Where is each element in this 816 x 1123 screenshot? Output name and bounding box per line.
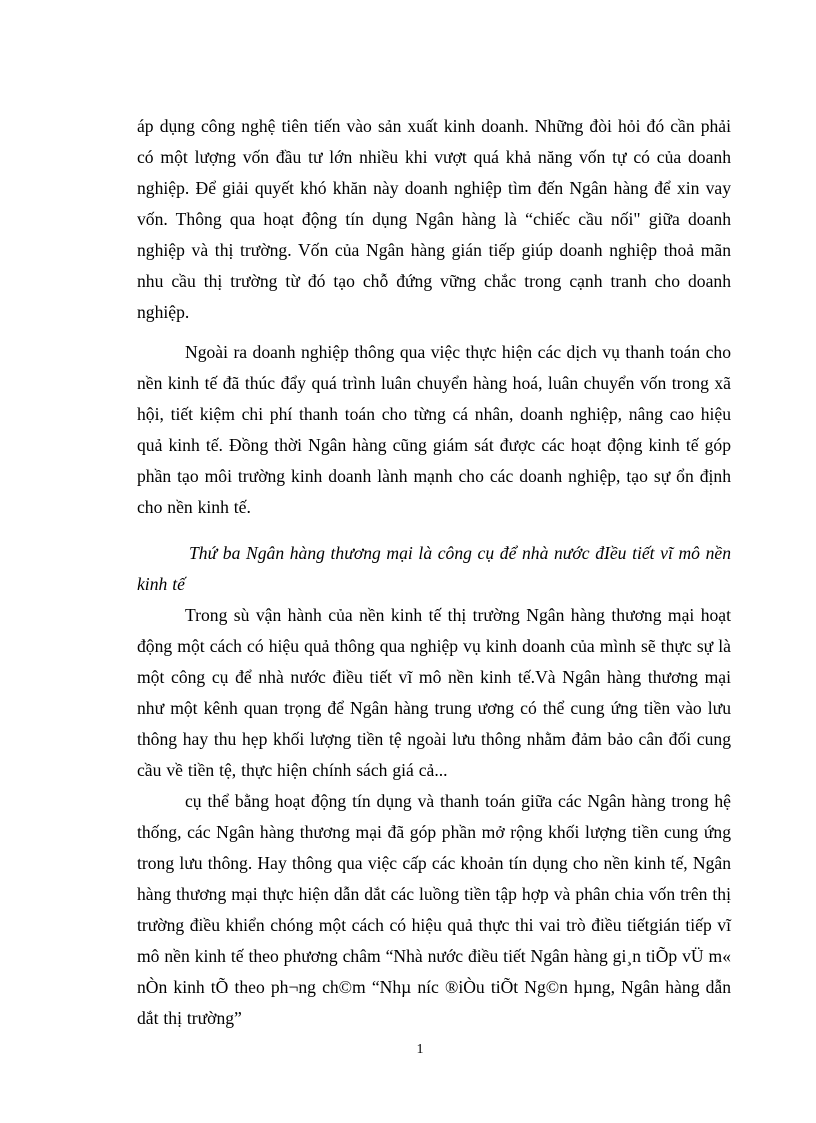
section-heading-3: Thứ ba Ngân hàng thương mại là công cụ để nhà nước đIều tiết vĩ mô nền kinh tế	[137, 543, 731, 594]
section-3-block	[137, 538, 731, 1034]
paragraph-1: áp dụng công nghệ tiên tiến vào sản xuất kinh doanh. Những đòi hỏi đó cần phải có một lượng vốn đầu tư lớn nhiều khi vượt quá khả năng vốn tự có của doanh nghiệp. Để giải quyết khó khăn này doanh nghiệp tìm đến Ngân hàng để xin vay vốn. Thông qua hoạt động tín dụng Ngân hàng là “chiếc cầu nối" giữa doanh nghiệp và thị trường. Vốn của Ngân hàng gián tiếp giúp doanh nghiệp thoả mãn nhu cầu thị trường từ đó tạo chỗ đứng vững chắc trong cạnh tranh cho doanh nghiệp.	[137, 116, 731, 322]
paragraph-2-block	[137, 337, 731, 523]
paragraph-3: Trong sù vận hành của nền kinh tế thị trường Ngân hàng thương mại hoạt động một cách có hiệu quả thông qua nghiệp vụ kinh doanh của mình sẽ thực sự là một công cụ để nhà nước điều tiết vĩ mô nền kinh tế.Và Ngân hàng thương mại như một kênh quan trọng để Ngân hàng trung ương có thể cung ứng tiền vào lưu thông hay thu hẹp khối lượng tiền tệ ngoài lưu thông nhằm đảm bảo cân đối cung cầu về tiền tệ, thực hiện chính sách giá cả...	[137, 605, 731, 780]
paragraph-2: Ngoài ra doanh nghiệp thông qua việc thực hiện các dịch vụ thanh toán cho nền kinh tế đã thúc đẩy quá trình luân chuyển hàng hoá, luân chuyển vốn trong xã hội, tiết kiệm chi phí thanh toán cho từng cá nhân, doanh nghiệp, nâng cao hiệu quả kinh tế. Đồng thời Ngân hàng cũng giám sát được các hoạt động kinh tế góp phần tạo môi trường kinh doanh lành mạnh cho các doanh nghiệp, tạo sự ổn định cho nền kinh tế.	[137, 342, 731, 517]
paragraph-1-block	[137, 111, 731, 328]
page-number: 1	[416, 1042, 424, 1057]
paragraph-4: cụ thể bằng hoạt động tín dụng và thanh toán giữa các Ngân hàng trong hệ thống, các Ngân hàng thương mại đã góp phần mở rộng khối lượng tiền cung ứng trong lưu thông. Hay thông qua việc cấp các khoản tín dụng cho nền kinh tế, Ngân hàng thương mại thực hiện dẫn dắt các luồng tiền tập hợp và phân chia vốn trên thị trường điều khiển chóng một cách có hiệu quả thực thi vai trò điều tiếtgián tiếp vĩ mô nền kinh tế theo phương châm “Nhà nước điều tiết Ngân hàng gi¸n tiÕp vÜ m« nÒn kinh tÕ theo ph¬ng ch©m “Nhµ níc ®iÒu tiÕt Ng©n hµng, Ngân hàng dẫn dắt thị trường”	[137, 791, 731, 1028]
